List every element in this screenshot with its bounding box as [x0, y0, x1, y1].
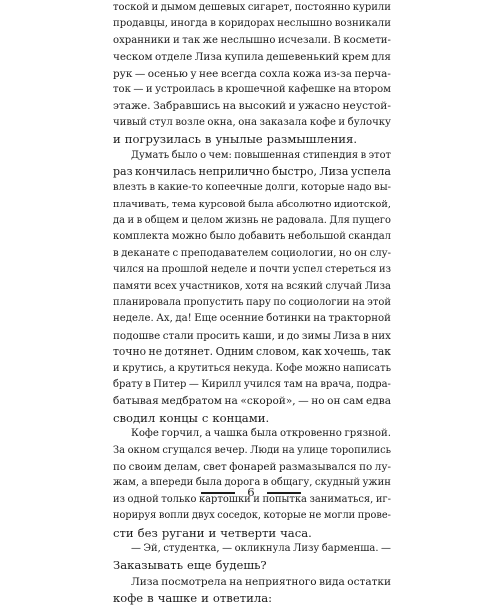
text-line: по своим делам, свет фонарей размазывался по лу- — [113, 460, 391, 473]
text-line: да и в общем и целом жизнь не радовала. Для пущего — [113, 215, 391, 227]
text-line: Заказывать еще будешь? — [113, 558, 267, 573]
text-line: из одной только картошки и попытка заниматься, иг- — [113, 493, 391, 505]
text-line: памяти всех участников, хотя на всякий случай Лиза — [113, 280, 391, 292]
text-line: плачивать, тема курсовой была абсолютно идиотской, — [113, 198, 391, 210]
text-line: влезть в какие-то копеечные долги, которые надо вы- — [113, 182, 391, 194]
text-line: Лиза посмотрела на неприятного вида остатки — [131, 575, 391, 588]
footer-rule-left — [201, 492, 235, 494]
text-line: сти без ругани и четверти часа. — [113, 525, 312, 540]
text-line: рук — осенью у нее всегда сохла кожа из-за перча- — [113, 67, 391, 80]
text-line: ток — и устроилась в крошечной кафешке на втором — [113, 83, 391, 95]
text-line: планировала пропустить пару по социологии на этой — [113, 297, 391, 309]
text-line: и крутись, а крутиться некуда. Кофе можно написать — [113, 362, 391, 374]
text-line: точно не дотянет. Одним словом, как хочешь, так — [113, 345, 391, 359]
text-line: охранники и так же неслышно исчезали. В космети- — [113, 34, 391, 46]
text-line: тоской и дымом дешевых сигарет, постоянно курили — [113, 2, 391, 13]
text-line: Кофе горчил, а чашка была откровенно грязной. — [131, 428, 391, 440]
text-line: подошве стали просить каши, и до зимы Лиза в них — [113, 329, 391, 342]
text-line: батывая медбратом на «скорой», — но он сам едва — [113, 395, 391, 408]
text-line: брату в Питер — Кирилл учился там на врача, подра- — [113, 378, 391, 390]
text-line: кофе в чашке и ответила: — [113, 591, 273, 606]
text-line: норируя вопли двух соседок, которые не могли прове- — [113, 510, 391, 522]
text-line: жам, а впереди была дорога в общагу, скудный ужин — [113, 477, 391, 489]
text-line: — Эй, студентка, — окликнула Лизу барменша. — — [131, 542, 391, 554]
text-column — [113, 0, 391, 606]
page-footer — [0, 482, 500, 500]
text-line: неделе. Ах, да! Еще осенние ботинки на тракторной — [113, 313, 391, 325]
text-line: чивый стул возле окна, она заказала кофе и булочку — [113, 116, 391, 128]
text-line: и погрузилась в унылые размышления. — [113, 132, 358, 147]
text-line: За окном сгущался вечер. Люди на улице торопились — [113, 444, 391, 456]
text-line: в деканате с преподавателем социологии, но он слу- — [113, 247, 391, 259]
text-line: комплекта можно было добавить небольшой скандал — [113, 231, 391, 243]
text-line: Думать было о чем: повышенная стипендия в этот — [131, 149, 391, 161]
footer-rule-right — [267, 492, 301, 494]
text-line: чился на прошлой неделе и почти успел стереться из — [113, 264, 391, 276]
text-line: ческом отделе Лиза купила дешевенький крем для — [113, 51, 391, 64]
page-number: 6 — [247, 485, 255, 499]
text-line: продавцы, иногда в коридорах неслышно возникали — [113, 18, 391, 30]
text-line: этаже. Забравшись на высокий и ужасно неустой- — [113, 99, 391, 113]
text-line: раз кончилась неприлично быстро, Лиза успела — [113, 164, 391, 178]
text-line: сводил концы с концами. — [113, 410, 270, 425]
